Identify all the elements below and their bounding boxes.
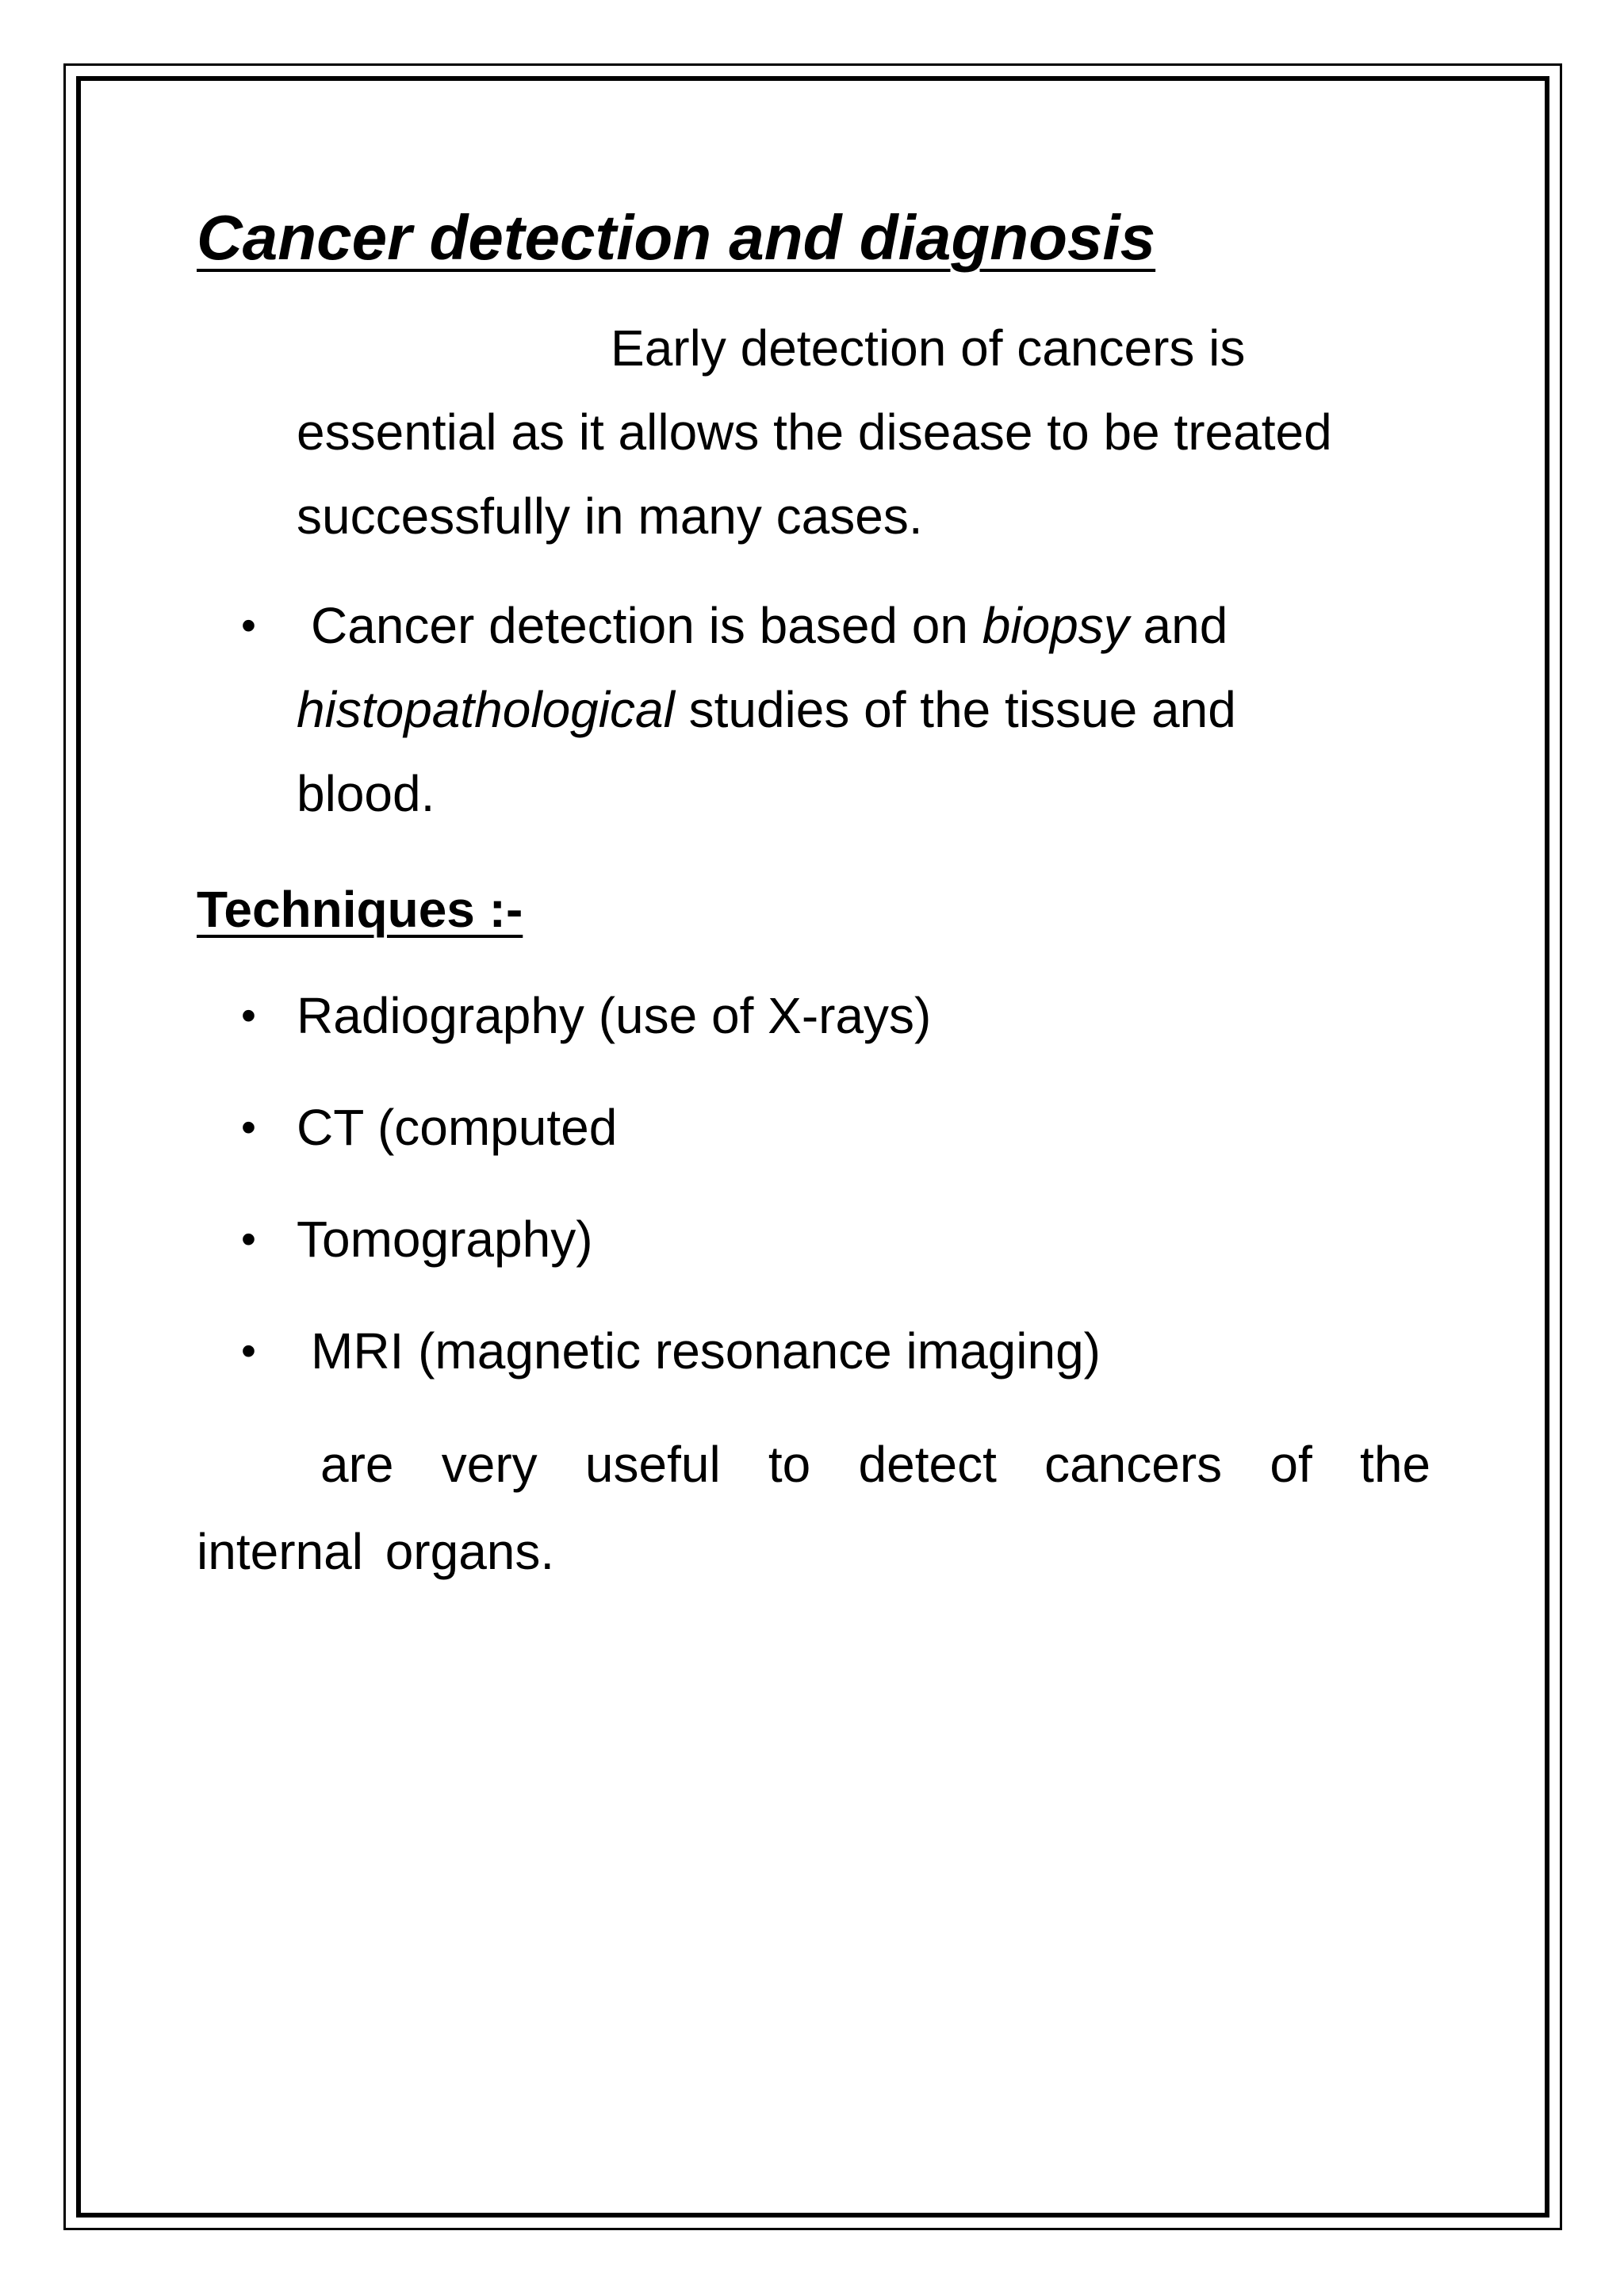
detection-line-1 <box>297 584 1434 668</box>
bullet-point: • <box>241 992 256 1039</box>
detection-bullet-item <box>197 584 1434 836</box>
closing-text: are very useful to detect cancers of the internal organs. <box>197 1436 1431 1580</box>
technique-label: Tomography) <box>297 1211 593 1268</box>
document-title: Cancer detection and diagnosis <box>197 202 1156 273</box>
technique-label: Radiography (use of X-rays) <box>297 987 932 1044</box>
intro-line-2: essential as it allows the disease to be treated <box>297 404 1332 461</box>
technique-item <box>197 1085 1434 1169</box>
techniques-list <box>197 974 1434 1393</box>
bullet-point: • <box>241 1327 256 1375</box>
detection-line-2 <box>297 668 1434 752</box>
detection-text-post: studies of the tissue and <box>674 681 1236 738</box>
detection-line-3: blood. <box>297 765 435 822</box>
intro-line-3: successfully in many cases. <box>297 488 923 545</box>
bullet-point: • <box>241 602 256 649</box>
technique-label: CT (computed <box>297 1099 618 1156</box>
intro-line-1: Early detection of cancers is <box>611 320 1246 377</box>
bullet-point: • <box>241 1215 256 1263</box>
technique-item <box>197 1197 1434 1281</box>
closing-paragraph <box>197 1421 1431 1595</box>
term-biopsy: biopsy <box>982 597 1129 654</box>
technique-label: MRI (magnetic resonance imaging) <box>311 1322 1101 1380</box>
term-histopathological: histopathological <box>297 681 675 738</box>
intro-paragraph <box>297 306 1438 558</box>
bullet-point: • <box>241 1104 256 1151</box>
document-body <box>197 200 1434 1595</box>
detection-text-pre: Cancer detection is based on <box>311 597 982 654</box>
techniques-heading: Techniques :- <box>197 881 523 938</box>
detection-text-mid: and <box>1128 597 1228 654</box>
technique-item <box>197 1309 1434 1393</box>
technique-item <box>197 974 1434 1058</box>
